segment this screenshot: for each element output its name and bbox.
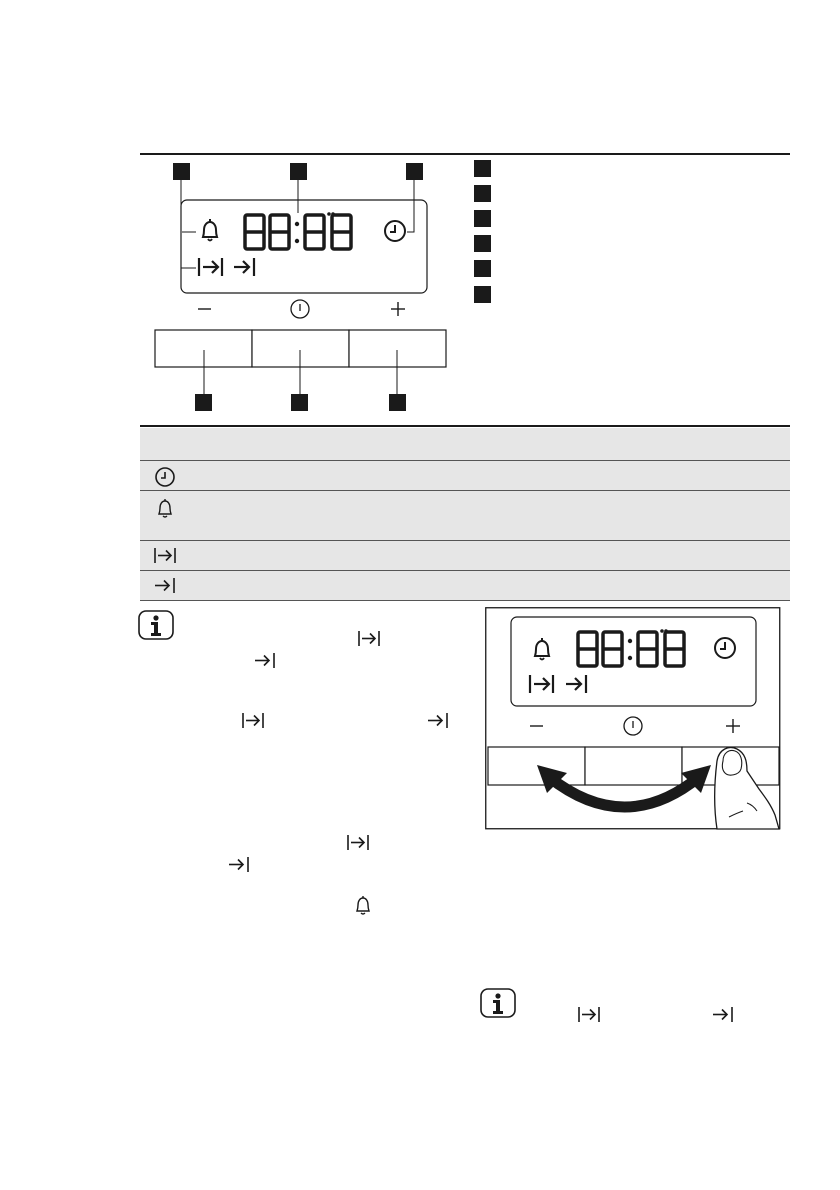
info-icon xyxy=(138,610,174,640)
clock-icon xyxy=(385,221,405,241)
plus-symbol xyxy=(391,302,405,316)
table-header-row xyxy=(140,428,790,461)
legend-marker-2 xyxy=(474,185,491,202)
end-icon xyxy=(234,258,254,276)
callout-marker-3 xyxy=(406,163,423,180)
bell-icon xyxy=(353,894,373,916)
table-row xyxy=(140,461,790,491)
callout-marker-1 xyxy=(173,163,190,180)
control-panel-diagram xyxy=(0,0,470,420)
end-icon xyxy=(427,712,451,730)
duration-icon xyxy=(242,712,266,730)
legend-marker-5 xyxy=(474,260,491,277)
clock-icon xyxy=(154,466,176,488)
bell-icon xyxy=(203,219,217,241)
legend-marker-3 xyxy=(474,210,491,227)
table-row xyxy=(140,491,790,541)
callout-marker-4 xyxy=(195,394,212,411)
duration-icon xyxy=(347,834,371,852)
callout-marker-6 xyxy=(389,394,406,411)
end-icon xyxy=(154,577,178,595)
info-icon xyxy=(480,988,516,1018)
bell-icon xyxy=(155,497,175,519)
legend-marker-4 xyxy=(474,235,491,252)
end-icon xyxy=(228,856,252,874)
legend-marker-6 xyxy=(474,286,491,303)
duration-icon xyxy=(578,1006,602,1024)
duration-icon xyxy=(154,547,178,565)
duration-icon xyxy=(358,630,382,648)
button-press-diagram xyxy=(485,607,782,831)
clock-button-icon xyxy=(291,300,309,318)
end-icon xyxy=(254,652,278,670)
callout-marker-2 xyxy=(290,163,307,180)
legend-marker-1 xyxy=(474,160,491,177)
minus-button[interactable] xyxy=(488,747,585,785)
seven-segment-display xyxy=(245,212,351,249)
duration-icon xyxy=(199,258,222,276)
clock-button[interactable] xyxy=(585,747,682,785)
end-icon xyxy=(712,1006,736,1024)
table-row xyxy=(140,571,790,601)
callout-marker-5 xyxy=(291,394,308,411)
table-row xyxy=(140,541,790,571)
table-top-rule xyxy=(140,425,790,427)
